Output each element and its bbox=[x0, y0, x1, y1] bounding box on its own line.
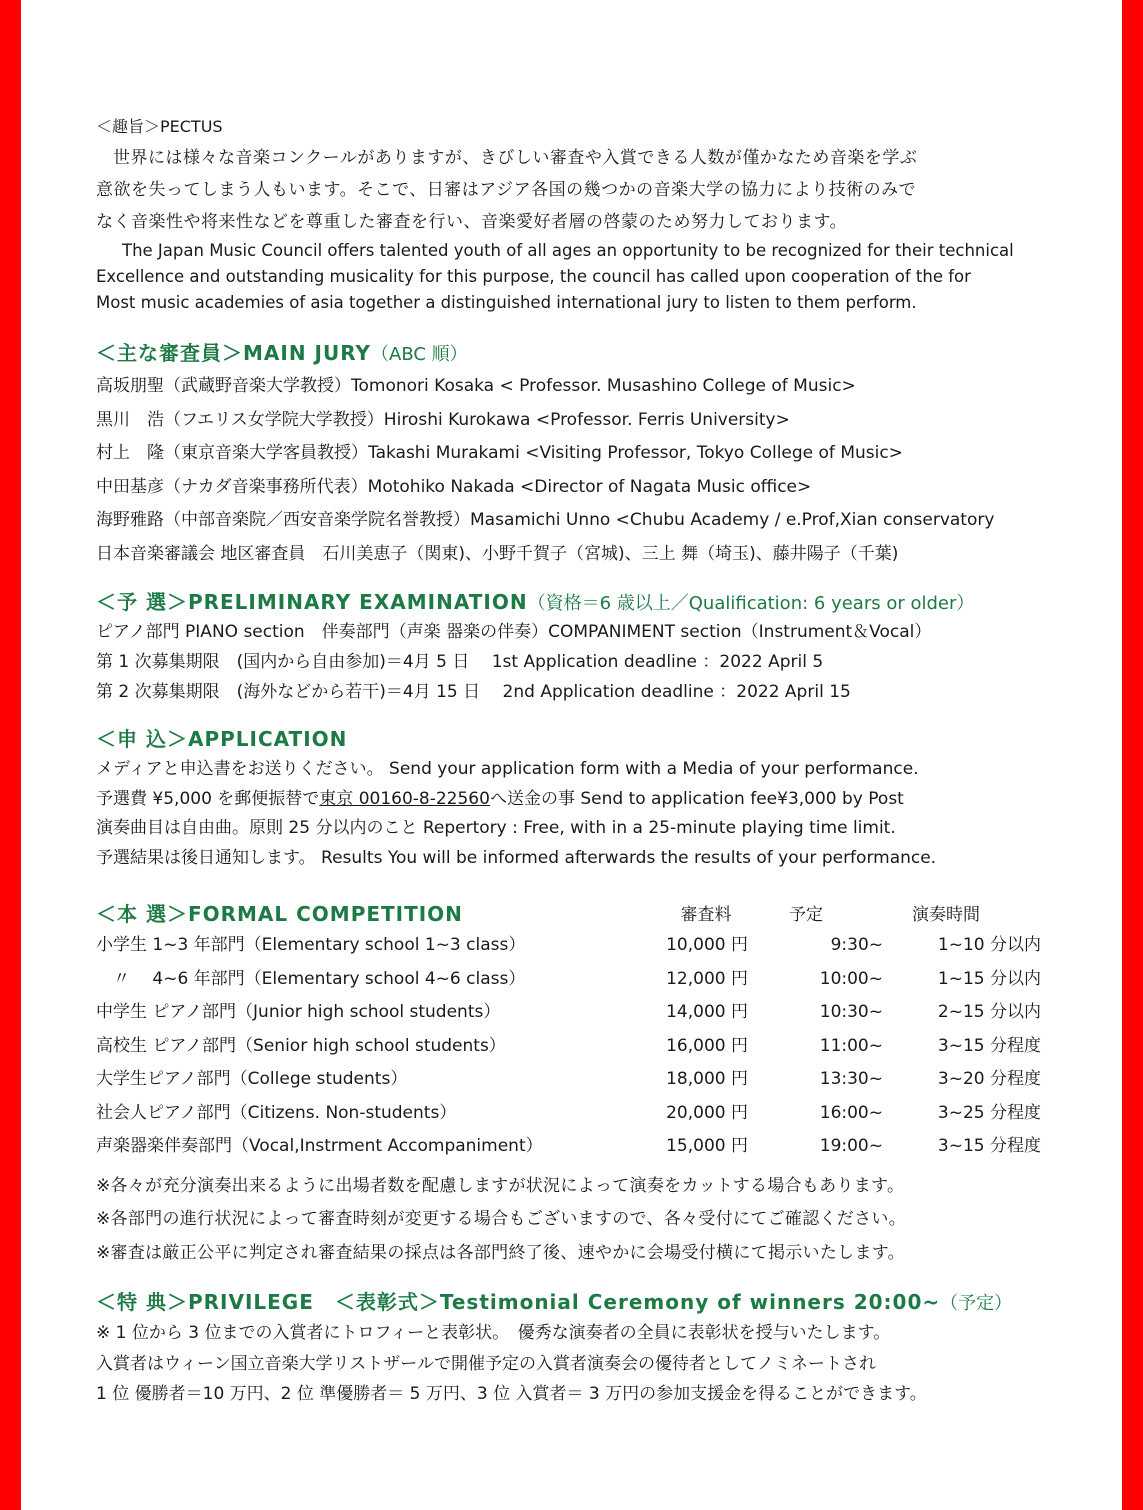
application-section bbox=[96, 723, 1058, 873]
right-red-border bbox=[1122, 0, 1143, 1510]
competition-header-row bbox=[96, 895, 1058, 929]
competition-heading: ＜本 選＞FORMAL COMPETITION bbox=[96, 901, 463, 926]
competition-section bbox=[96, 895, 1058, 1270]
application-fee-text-en: へ送金の事 Send to application fee¥3,000 by Post bbox=[489, 788, 904, 809]
table-row bbox=[96, 1030, 1058, 1064]
duration-cell: 3~25 分程度 bbox=[937, 1102, 1041, 1123]
application-line: メディアと申込書をお送りください。 Send your application form with a Media of your performance. bbox=[96, 759, 919, 779]
jury-heading bbox=[96, 336, 1058, 370]
time-cell: 19:00~ bbox=[819, 1136, 883, 1156]
time-cell: 11:00~ bbox=[819, 1035, 883, 1056]
preliminary-heading bbox=[96, 587, 1058, 617]
application-line bbox=[96, 785, 1058, 815]
table-row bbox=[96, 929, 1058, 963]
pectus-en-line: Most music academies of asia together a distinguished international jury to listen to them perform. bbox=[96, 293, 917, 312]
pectus-jp-line: なく音楽性や将来性などを尊重した審査を行い、音楽愛好者層の啓蒙のため努力しております。 bbox=[96, 212, 848, 232]
application-fee-text: 予選費 ¥5,000 を郵便振替で bbox=[96, 788, 320, 809]
category-cell: 中学生 ピアノ部門（Junior high school students） bbox=[96, 1002, 501, 1022]
table-row bbox=[96, 1097, 1058, 1131]
flyer-page bbox=[96, 112, 1058, 1410]
competition-note: ※各部門の進行状況によって審査時刻が変更する場合もございますので、各々受付にてご確認ください。 bbox=[96, 1209, 907, 1229]
application-line: 予選結果は後日通知します。 Results You will be informed afterwards the results of your performance. bbox=[96, 847, 937, 868]
duration-cell: 3~15 分程度 bbox=[937, 1035, 1041, 1056]
table-row bbox=[96, 963, 1058, 997]
competition-note: ※各々が充分演奏出来るように出場者数を配慮しますが状況によって演奏をカットする場合もあります。 bbox=[96, 1175, 905, 1196]
pectus-en-line: Excellence and outstanding musicality for this purpose, the council has called upon cooperation of the for bbox=[96, 267, 971, 286]
fee-cell: 18,000 円 bbox=[666, 1069, 748, 1089]
column-header-duration: 演奏時間 bbox=[912, 904, 980, 925]
duration-cell: 1~15 分以内 bbox=[937, 968, 1041, 989]
jury-member: 日本音楽審議会 地区審査員 石川美恵子（関東)、小野千賀子（宮城)、三上 舞（埼玉)、藤井陽子（千葉) bbox=[96, 543, 899, 564]
application-heading-text: ＜申 込＞APPLICATION bbox=[96, 727, 348, 751]
preliminary-line: 第 1 次募集期限 (国内から自由参加)＝4月 5 日 1st Application deadline ：2022 April 5 bbox=[96, 652, 824, 672]
privilege-line: 入賞者はウィーン国立音楽大学リストザールで開催予定の入賞者演奏会の優待者としてノミネートされ bbox=[96, 1353, 876, 1374]
preliminary-heading-text: ＜予 選＞PRELIMINARY EXAMINATION bbox=[96, 590, 528, 614]
privilege-line: ※ 1 位から 3 位までの入賞者にトロフィーと表彰状。 優秀な演奏者の全員に表彰状を授与いたします。 bbox=[96, 1323, 891, 1343]
pectus-jp-line: 意欲を失ってしまう人もいます。そこで、日審はアジア各国の幾つかの音楽大学の協力により技術のみで bbox=[96, 180, 917, 200]
privilege-section bbox=[96, 1286, 1058, 1410]
table-row bbox=[96, 1063, 1058, 1097]
privilege-heading bbox=[96, 1286, 1058, 1318]
jury-heading-note: （ABC 順） bbox=[371, 344, 468, 365]
preliminary-line: 第 2 次募集期限 (海外などから若干)＝4月 15 日 2nd Application deadline ：2022 April 15 bbox=[96, 682, 851, 702]
table-row bbox=[96, 1130, 1058, 1164]
jury-heading-text: ＜主な審査員＞MAIN JURY bbox=[96, 341, 371, 365]
time-cell: 13:30~ bbox=[819, 1069, 883, 1089]
privilege-heading-text: ＜特 典＞PRIVILEGE ＜表彰式＞Testimonial Ceremony of winners 20:00~ bbox=[96, 1290, 941, 1314]
jury-member: 村上 隆（東京音楽大学客員教授）Takashi Murakami <Visiting Professor, Tokyo College of Music> bbox=[96, 443, 903, 463]
time-cell: 10:30~ bbox=[819, 1002, 883, 1022]
fee-cell: 10,000 円 bbox=[666, 935, 748, 955]
jury-member: 黒川 浩（フエリス女学院大学教授）Hiroshi Kurokawa <Professor. Ferris University> bbox=[96, 409, 790, 430]
privilege-line: 1 位 優勝者＝10 万円、2 位 準優勝者＝ 5 万円、3 位 入賞者＝ 3 万円の参加支援金を得ることができます。 bbox=[96, 1384, 927, 1404]
application-line: 演奏曲目は自由曲。原則 25 分以内のこと Repertory : Free, with in a 25-minute playing time limit. bbox=[96, 818, 896, 838]
category-cell: 声楽器楽伴奏部門（Vocal,Instrment Accompaniment） bbox=[96, 1136, 543, 1156]
category-cell: 社会人ピアノ部門（Citizens. Non-students） bbox=[96, 1102, 457, 1123]
competition-note: ※審査は厳正公平に判定され審査結果の採点は各部門終了後、速やかに会場受付横にて掲示いたします。 bbox=[96, 1242, 905, 1263]
pectus-section bbox=[96, 112, 1058, 316]
duration-cell: 3~15 分程度 bbox=[937, 1136, 1041, 1156]
jury-member: 高坂朋聖（武蔵野音楽大学教授）Tomonori Kosaka < Professor. Musashino College of Music> bbox=[96, 376, 856, 396]
fee-cell: 14,000 円 bbox=[666, 1002, 748, 1022]
privilege-heading-note: （予定） bbox=[940, 1293, 1013, 1314]
preliminary-heading-note: （資格＝6 歳以上／Qualification: 6 years or older） bbox=[527, 593, 975, 614]
category-cell: 高校生 ピアノ部門（Senior high school students） bbox=[96, 1035, 506, 1056]
pectus-jp-line: 世界には様々な音楽コンクールがありますが、きびしい審査や入賞できる人数が僅かなため音楽を学ぶ bbox=[113, 148, 918, 168]
postal-account-number: 東京 00160-8-22560 bbox=[319, 788, 490, 809]
pectus-en-line: The Japan Music Council offers talented youth of all ages an opportunity to be recognized for their technical bbox=[122, 241, 1014, 260]
table-row bbox=[96, 996, 1058, 1030]
time-cell: 10:00~ bbox=[819, 968, 883, 989]
column-header-time: 予定 bbox=[789, 904, 823, 925]
preliminary-line: ピアノ部門 PIANO section 伴奏部門（声楽 器楽の伴奏）COMPANIMENT section（Instrument＆Vocal） bbox=[96, 622, 932, 642]
column-header-fee: 審査料 bbox=[680, 904, 732, 925]
left-red-border bbox=[0, 0, 21, 1510]
jury-section bbox=[96, 336, 1058, 571]
duration-cell: 1~10 分以内 bbox=[937, 935, 1041, 955]
fee-cell: 16,000 円 bbox=[666, 1035, 748, 1056]
application-heading bbox=[96, 723, 1058, 755]
category-cell: 小学生 1~3 年部門（Elementary school 1~3 class） bbox=[96, 935, 526, 955]
category-cell: 大学生ピアノ部門（College students） bbox=[96, 1069, 408, 1089]
preliminary-section bbox=[96, 587, 1058, 707]
time-cell: 16:00~ bbox=[819, 1102, 883, 1123]
duration-cell: 3~20 分程度 bbox=[937, 1069, 1041, 1089]
category-cell: 〃 4~6 年部門（Elementary school 4~6 class） bbox=[96, 968, 526, 989]
jury-member: 海野雅路（中部音楽院／西安音楽学院名誉教授）Masamichi Unno <Chubu Academy / e.Prof,Xian conservatory bbox=[96, 510, 995, 530]
time-cell: 9:30~ bbox=[830, 935, 883, 955]
duration-cell: 2~15 分以内 bbox=[937, 1002, 1041, 1022]
fee-cell: 15,000 円 bbox=[666, 1136, 748, 1156]
pectus-title: ＜趣旨＞PECTUS bbox=[96, 117, 223, 136]
fee-cell: 12,000 円 bbox=[666, 968, 748, 989]
jury-member: 中田基彦（ナカダ音楽事務所代表）Motohiko Nakada <Director of Nagata Music office> bbox=[96, 476, 812, 497]
fee-cell: 20,000 円 bbox=[666, 1102, 748, 1123]
